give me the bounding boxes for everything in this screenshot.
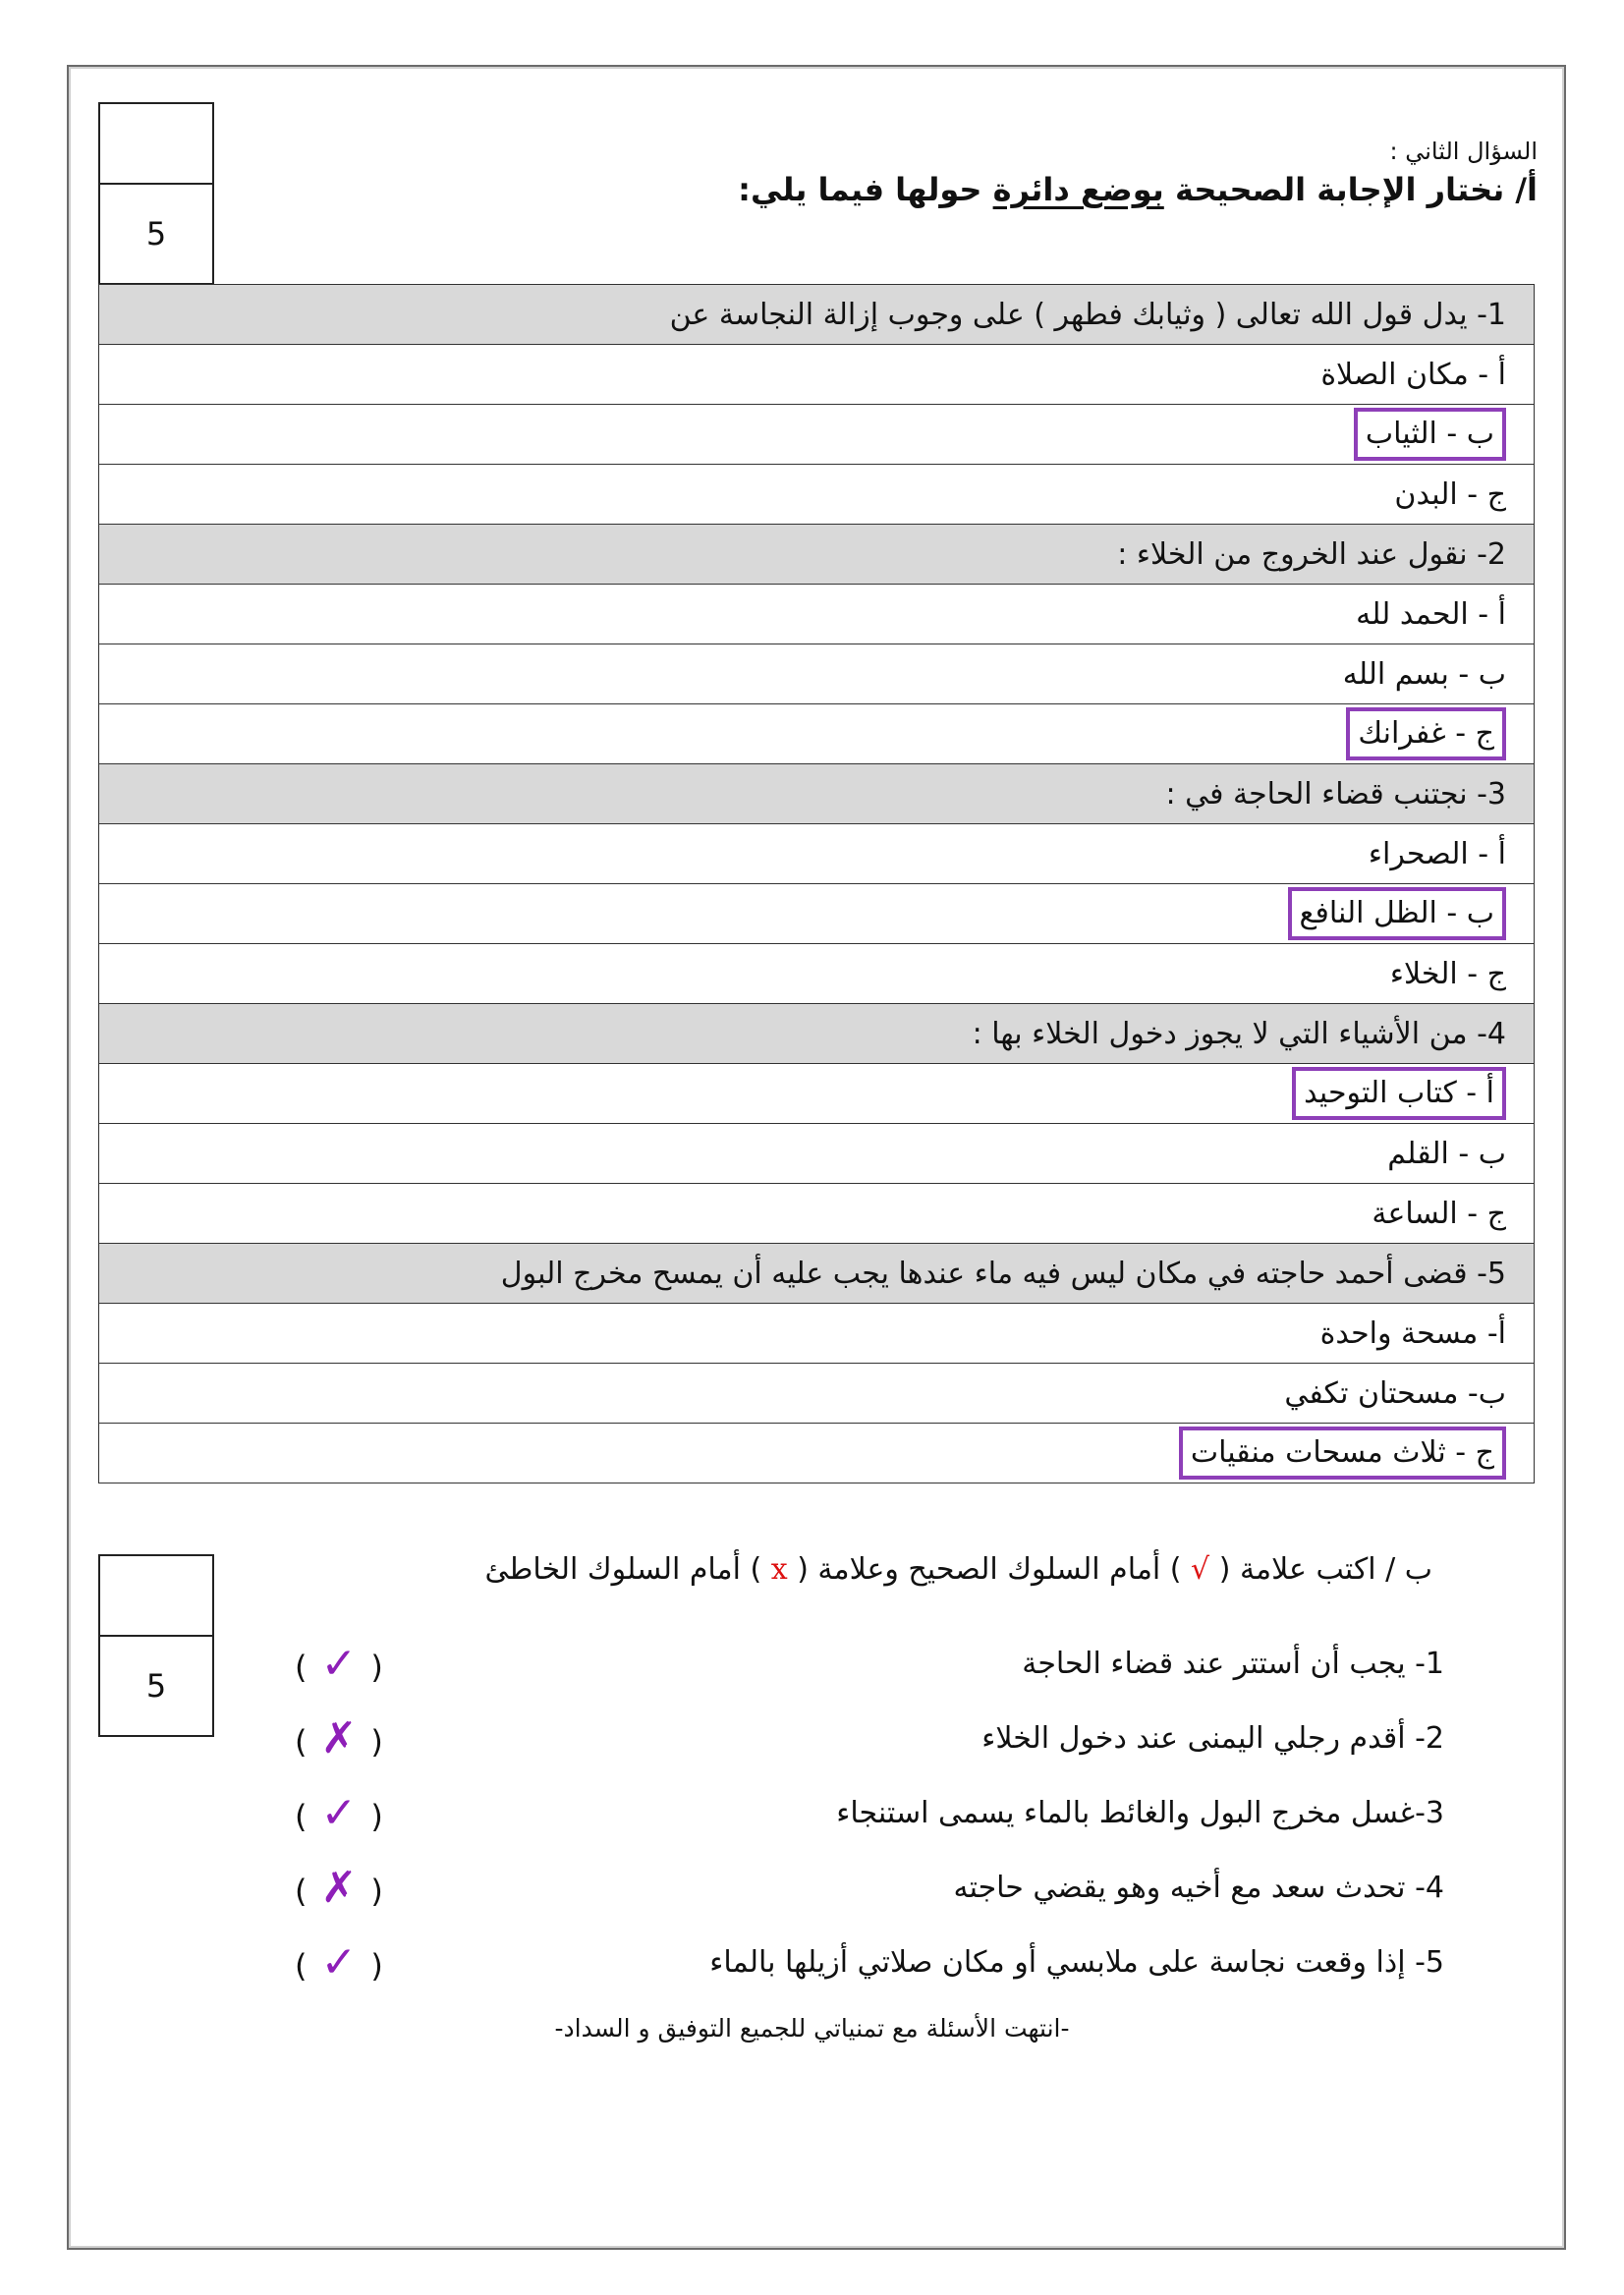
option-cell	[99, 824, 1535, 884]
option-row	[99, 644, 1535, 704]
statement-text: 1- يجب أن أستتر عند قضاء الحاجة	[1022, 1646, 1444, 1681]
statement-text: 4- تحدث سعد مع أخيه وهو يقضي حاجته	[953, 1870, 1444, 1905]
answer-mark[interactable]: (✓)	[295, 1936, 383, 1987]
x-symbol: x	[770, 1552, 788, 1587]
statement-text: 2- أقدم رجلي اليمنى عند دخول الخلاء	[981, 1720, 1444, 1756]
option-text[interactable]: ج - الخلاء	[1389, 956, 1506, 991]
question-text: 2- نقول عند الخروج من الخلاء :	[99, 525, 1535, 585]
question-row	[99, 1244, 1535, 1304]
option-cell	[99, 1304, 1535, 1364]
true-false-list	[295, 1626, 1444, 1999]
list-item	[295, 1626, 1444, 1701]
option-cell	[99, 1124, 1535, 1184]
option-cell	[99, 1364, 1535, 1424]
option-cell	[99, 944, 1535, 1004]
option-text[interactable]: ب - القلم	[1387, 1136, 1506, 1171]
question-text: 1- يدل قول الله تعالى ( وثيابك فطهر ) على وجوب إزالة النجاسة عن	[99, 285, 1535, 345]
option-cell	[99, 644, 1535, 704]
circled-answer[interactable]: ج - ثلاث مسحات منقيات	[1179, 1427, 1506, 1480]
option-row	[99, 824, 1535, 884]
list-item	[295, 1850, 1444, 1925]
question-row	[99, 285, 1535, 345]
answer-mark[interactable]: (✓)	[295, 1787, 383, 1838]
option-cell	[99, 585, 1535, 644]
option-cell	[99, 405, 1535, 465]
score-value-a: 5	[145, 215, 167, 252]
option-cell	[99, 1064, 1535, 1124]
option-cell	[99, 704, 1535, 764]
option-text[interactable]: ب - بسم الله	[1342, 656, 1506, 692]
question-text: 3- نجتنب قضاء الحاجة في :	[99, 764, 1535, 824]
handwritten-mark-icon: ✓	[320, 1638, 358, 1689]
option-text[interactable]: ب- مسحتان تكفي	[1284, 1375, 1506, 1411]
option-cell	[99, 465, 1535, 525]
option-cell	[99, 1184, 1535, 1244]
option-row	[99, 345, 1535, 405]
option-row	[99, 465, 1535, 525]
handwritten-mark-icon: ✗	[320, 1862, 358, 1913]
list-item	[295, 1925, 1444, 1999]
option-row	[99, 704, 1535, 764]
circled-answer[interactable]: أ - كتاب التوحيد	[1292, 1067, 1506, 1120]
answer-mark[interactable]: (✓)	[295, 1638, 383, 1689]
statement-text: 5- إذا وقعت نجاسة على ملابسي أو مكان صلاتي أزيلها بالماء	[709, 1944, 1444, 1980]
option-row	[99, 884, 1535, 944]
handwritten-mark-icon: ✗	[320, 1712, 358, 1763]
question-row	[99, 764, 1535, 824]
circled-answer[interactable]: ب - الثياب	[1354, 408, 1506, 461]
question-header	[738, 138, 1538, 208]
option-row	[99, 405, 1535, 465]
option-row	[99, 944, 1535, 1004]
score-value-b: 5	[145, 1667, 167, 1705]
option-text[interactable]: أ - الحمد لله	[1356, 596, 1506, 632]
option-row	[99, 1424, 1535, 1483]
statement-text: 3-غسل مخرج البول والغائط بالماء يسمى استنجاء	[836, 1795, 1444, 1830]
question-row	[99, 525, 1535, 585]
list-item	[295, 1775, 1444, 1850]
question-row	[99, 1004, 1535, 1064]
option-row	[99, 1064, 1535, 1124]
option-cell	[99, 345, 1535, 405]
instruction-a: أ/ نختار الإجابة الصحيحة بوضع دائرة حولها فيما يلي:	[738, 171, 1538, 208]
option-text[interactable]: ج - الساعة	[1372, 1196, 1506, 1231]
handwritten-mark-icon: ✓	[320, 1787, 358, 1838]
list-item	[295, 1701, 1444, 1775]
option-row	[99, 1304, 1535, 1364]
question-text: 4- من الأشياء التي لا يجوز دخول الخلاء بها :	[99, 1004, 1535, 1064]
option-row	[99, 585, 1535, 644]
mcq-table	[98, 284, 1535, 1483]
question-text: 5- قضى أحمد حاجته في مكان ليس فيه ماء عندها يجب عليه أن يمسح مخرج البول	[99, 1244, 1535, 1304]
option-row	[99, 1184, 1535, 1244]
question-title: السؤال الثاني :	[1389, 138, 1538, 165]
option-row	[99, 1364, 1535, 1424]
score-box-b	[98, 1554, 214, 1737]
closing-note: -انتهت الأسئلة مع تمنياتي للجميع التوفيق و السداد-	[554, 2014, 1070, 2043]
answer-mark[interactable]: (✗)	[295, 1712, 383, 1763]
option-text[interactable]: أ - الصحراء	[1368, 836, 1506, 871]
option-text[interactable]: أ- مسحة واحدة	[1319, 1315, 1506, 1351]
circled-answer[interactable]: ب - الظل النافع	[1288, 887, 1506, 940]
instruction-b: ب / اكتب علامة ( √ ) أمام السلوك الصحيح وعلامة ( x ) أمام السلوك الخاطئ	[484, 1552, 1432, 1587]
option-cell	[99, 884, 1535, 944]
answer-mark[interactable]: (✗)	[295, 1862, 383, 1913]
option-text[interactable]: أ - مكان الصلاة	[1320, 357, 1506, 392]
circled-answer[interactable]: ج - غفرانك	[1346, 707, 1506, 760]
option-text[interactable]: ج - البدن	[1394, 476, 1506, 512]
check-symbol: √	[1191, 1552, 1210, 1587]
handwritten-mark-icon: ✓	[320, 1936, 358, 1987]
option-cell	[99, 1424, 1535, 1483]
score-box-a	[98, 102, 214, 285]
option-row	[99, 1124, 1535, 1184]
